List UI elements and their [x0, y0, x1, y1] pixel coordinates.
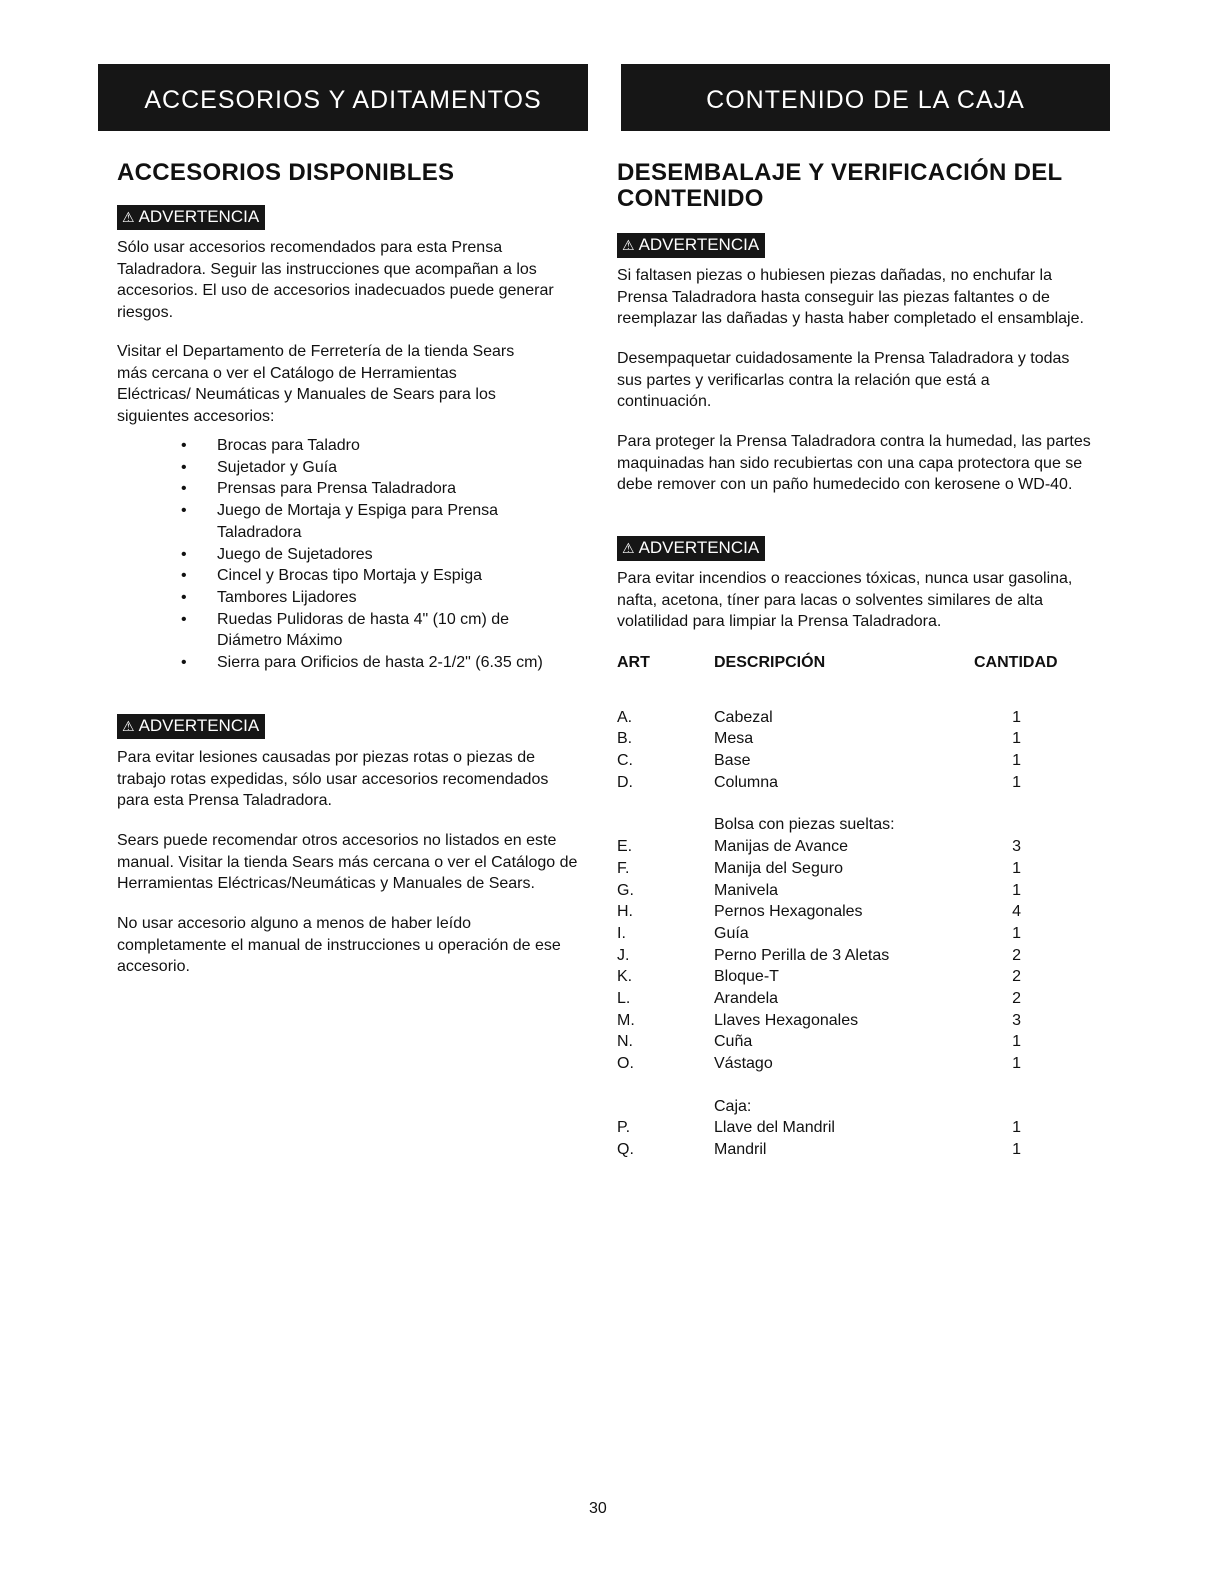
parts-table — [617, 652, 1087, 1161]
list-item: • Tambores Lijadores — [181, 587, 557, 609]
accessory-list — [181, 435, 557, 674]
group-label: Caja: — [714, 1097, 752, 1115]
paragraph: Desempaquetar cuidadosamente la Prensa Taladradora y todas sus partes y verificarlas contra la relación que está a continuación. — [617, 350, 1070, 410]
page-number: 30 — [589, 1500, 607, 1517]
list-item: • Cincel y Brocas tipo Mortaja y Espiga — [181, 565, 557, 587]
warning-label: ⚠ ADVERTENCIA — [117, 205, 265, 230]
list-item: • Sujetador y Guía — [181, 457, 557, 479]
warning-triangle-icon: ⚠ — [122, 209, 135, 225]
header-cantidad: CANTIDAD — [974, 654, 1058, 671]
bullet-icon: • — [181, 654, 187, 672]
paragraph: Para evitar incendios o reacciones tóxicas, nunca usar gasolina, nafta, acetona, tíner para lacas o solventes similares de alta volatilidad para limpiar la Prensa Taladradora. — [617, 570, 1073, 630]
list-item: • Sierra para Orificios de hasta 2-1/2" (6.35 cm) — [181, 652, 557, 674]
warning-triangle-icon: ⚠ — [622, 540, 635, 556]
table-row: C. Base 1 — [617, 752, 1021, 770]
paragraph: Para proteger la Prensa Taladradora contra la humedad, las partes maquinadas han sido recubiertas con una capa protectora que se debe remover con un paño humedecido con kerosene o WD-40. — [617, 433, 1091, 493]
warning-triangle-icon: ⚠ — [622, 237, 635, 253]
bullet-icon: • — [181, 610, 187, 628]
warning-triangle-icon: ⚠ — [122, 718, 135, 734]
list-item: • Ruedas Pulidoras de hasta 4" (10 cm) de Diámetro Máximo — [181, 610, 510, 650]
banner-title: CONTENIDO DE LA CAJA — [706, 86, 1025, 114]
bullet-icon: • — [181, 588, 187, 606]
banner-title: ACCESORIOS Y ADITAMENTOS — [144, 86, 542, 114]
table-row: B. Mesa 1 — [617, 730, 1021, 748]
warning-label: ⚠ ADVERTENCIA — [117, 714, 265, 739]
group-label: Bolsa con piezas sueltas: — [714, 816, 895, 834]
table-row: N. Cuña 1 — [617, 1033, 1021, 1051]
paragraph: Sears puede recomendar otros accesorios no listados en este manual. Visitar la tienda Sears más cercana o ver el Catálogo de Herramientas Eléctricas/Neumáticas y Manuales de Sears. — [117, 832, 578, 892]
paragraph: Visitar el Departamento de Ferretería de la tienda Sears más cercana o ver el Catálogo de Herramientas Eléctricas/ Neumáticas y Manuales de Sears para los siguientes accesorios: — [117, 343, 515, 425]
table-row: J. Perno Perilla de 3 Aletas 2 — [617, 946, 1021, 964]
paragraph: Sólo usar accesorios recomendados para esta Prensa Taladradora. Seguir las instrucciones que acompañan a los accesorios. El uso de accesorios inadecuados puede generar riesgos. — [117, 239, 554, 321]
warning-label: ⚠ ADVERTENCIA — [617, 536, 765, 561]
list-item: • Prensas para Prensa Taladradora — [181, 478, 557, 500]
table-row: F. Manija del Seguro 1 — [617, 859, 1021, 877]
bullet-icon: • — [181, 567, 187, 585]
paragraph: No usar accesorio alguno a menos de haber leído completamente el manual de instrucciones u operación de ese accesorio. — [117, 915, 561, 975]
bullet-icon: • — [181, 437, 187, 454]
bullet-icon: • — [181, 480, 187, 498]
table-row: K. Bloque-T 2 — [617, 968, 1021, 986]
list-item: • Juego de Sujetadores — [181, 544, 557, 566]
table-row: H. Pernos Hexagonales 4 — [617, 903, 1021, 921]
table-row: I. Guía 1 — [617, 924, 1021, 942]
table-row: E. Manijas de Avance 3 — [617, 838, 1021, 856]
table-row: G. Manivela 1 — [617, 881, 1021, 899]
paragraph: Para evitar lesiones causadas por piezas rotas o piezas de trabajo rotas expedidas, sólo usar accesorios recomendados para esta Prensa Taladradora. — [117, 749, 549, 809]
section-title-accesorios: ACCESORIOS DISPONIBLES — [117, 159, 455, 186]
table-row: Q. Mandril 1 — [617, 1141, 1021, 1159]
bullet-icon: • — [181, 545, 187, 563]
table-row: O. Vástago 1 — [617, 1055, 1021, 1072]
section-title-desembalaje: DESEMBALAJE Y VERIFICACIÓN DEL CONTENIDO — [617, 159, 1063, 212]
table-header — [617, 652, 1087, 674]
section-banner-accesorios — [98, 64, 588, 131]
table-row: P. Llave del Mandril 1 — [617, 1119, 1021, 1137]
list-item: • Brocas para Taladro — [181, 435, 557, 457]
warning-label: ⚠ ADVERTENCIA — [617, 233, 765, 258]
table-row: M. Llaves Hexagonales 3 — [617, 1011, 1021, 1029]
header-art: ART — [617, 654, 650, 671]
table-row: D. Columna 1 — [617, 773, 1021, 791]
header-descripcion: DESCRIPCIÓN — [714, 654, 826, 671]
bullet-icon: • — [181, 458, 187, 476]
bullet-icon: • — [181, 502, 187, 520]
section-banner-contenido — [621, 64, 1110, 131]
table-row: A. Cabezal 1 — [617, 708, 1021, 726]
list-item: • Juego de Mortaja y Espiga para Prensa Taladradora — [181, 502, 499, 541]
table-row: L. Arandela 2 — [617, 989, 1021, 1007]
paragraph: Si faltasen piezas o hubiesen piezas dañadas, no enchufar la Prensa Taladradora hasta conseguir las piezas faltantes o de reemplazar las dañadas y hasta haber completado el ensamblaje. — [617, 267, 1084, 327]
